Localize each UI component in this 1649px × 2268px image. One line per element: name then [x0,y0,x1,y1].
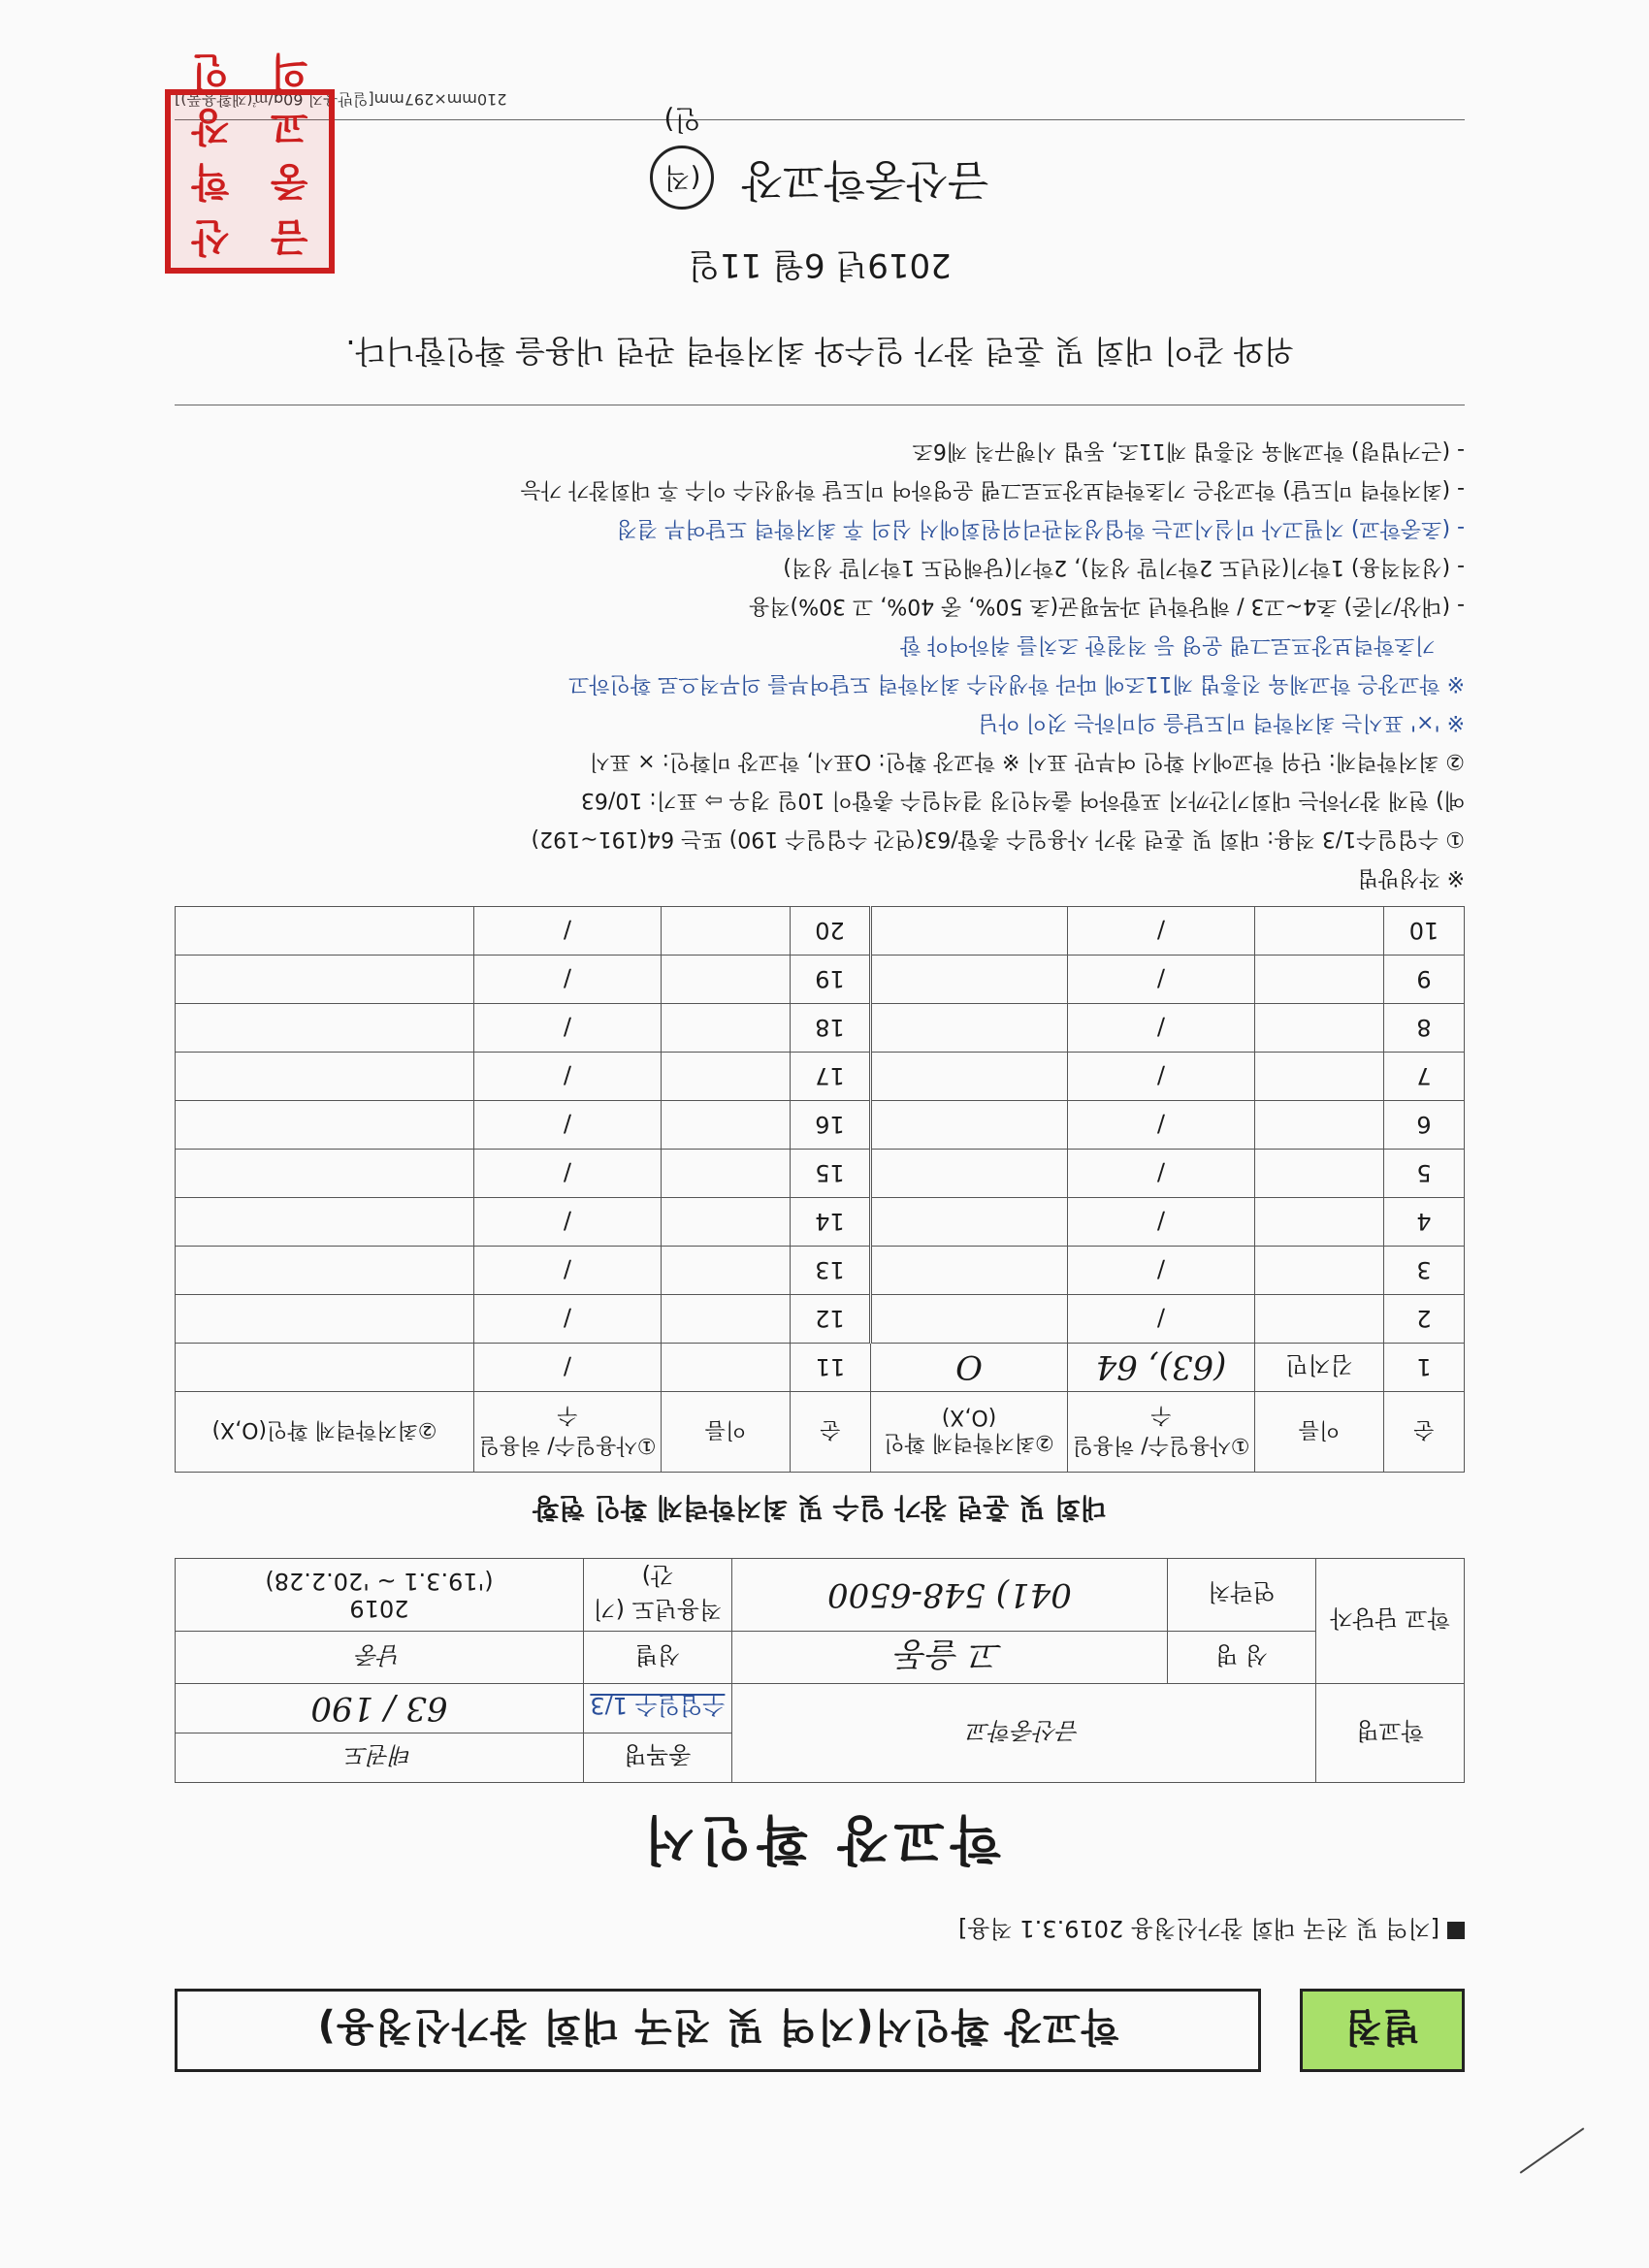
note-5: - (대상/기준) 초4~고3 / 해당학년 과목평균(초 50%, 중 40%, 고 30%)적용 [749,594,1465,618]
table-row [176,1053,1465,1101]
event-value: 태권도 [176,1733,584,1783]
confirm-statement: 위와 같이 대회 및 훈련 참가 일수와 최저학력 관련 내용을 확인합니다. [345,333,1294,370]
row-used-2: / [474,1053,662,1101]
row-used-2: / [474,1344,662,1392]
stamp-char: 장 [191,104,230,148]
row-used-2: / [474,1004,662,1053]
attendance-header-row [176,1392,1465,1473]
period-value [176,1559,584,1632]
row-used: / [1068,1101,1255,1150]
doc-header [175,1987,1465,2074]
row-check-2 [176,1295,474,1344]
row-name [1255,907,1384,956]
col-name-2: 이름 [662,1392,791,1473]
row-name-2 [662,1247,791,1295]
attendance-table [175,906,1465,1473]
school-value: 금산중학교 [731,1684,1315,1783]
row-no: 4 [1384,1198,1465,1247]
row-check-2 [176,1101,474,1150]
row-check-2 [176,1198,474,1247]
row-no: 9 [1384,956,1465,1004]
row-used: / [1068,1150,1255,1198]
contact-label: 연락처 [1168,1559,1316,1632]
footer-divider [175,119,1465,120]
row-name-2 [662,1150,791,1198]
row-used-2: / [474,1247,662,1295]
row-no: 6 [1384,1101,1465,1150]
info-table [175,1558,1465,1783]
row-no: 3 [1384,1247,1465,1295]
row-no-2: 11 [791,1344,871,1392]
col-name: 이름 [1255,1392,1384,1473]
row-no-2: 15 [791,1150,871,1198]
row-name [1255,1004,1384,1053]
row-name-2 [662,1101,791,1150]
main-title: 학교장 확인서 [638,1809,1001,1870]
row-name [1255,1247,1384,1295]
row-name-2 [662,1198,791,1247]
note-3: ※ '×' 표시는 최저학력 미도달을 의미하는 것이 아님 [978,710,1465,734]
manager-label: 학교 담당자 [1316,1559,1465,1684]
col-no: 순 [1384,1392,1465,1473]
table-row [176,1004,1465,1053]
row-used: / [1068,1295,1255,1344]
ratio-value: 63 / 190 [176,1684,584,1733]
stamp-char: 인 [191,49,230,93]
row-used-2: / [474,1150,662,1198]
apply-note [175,1914,1465,1948]
table-row [176,1295,1465,1344]
row-name-2 [662,907,791,956]
attendance-title: 대회 및 훈련 참가 일수 및 최저학력제 확인 현황 [533,1492,1107,1524]
row-used-2: / [474,907,662,956]
row-check [871,1101,1068,1150]
issue-date: 2019년 6월 11일 [688,245,952,284]
row-no-2: 18 [791,1004,871,1053]
note-4: ※ 학교장은 학교체육 진흥법 제11조에 따라 학생선수 최저학력 도달여부를 의무적으로 확인하고 [568,671,1465,696]
table-row [176,956,1465,1004]
row-used: / [1068,907,1255,956]
row-check [871,956,1068,1004]
row-used: / [1068,1198,1255,1247]
contact-value: 041) 548-6500 [731,1559,1167,1632]
row-no-2: 12 [791,1295,871,1344]
stamp-char: 의 [270,49,308,93]
period-label: 적용년도 (기간) [583,1559,731,1632]
name-value: 고 을동 [731,1632,1167,1684]
row-check [871,1247,1068,1295]
row-name-2 [662,1004,791,1053]
row-used: / [1068,1247,1255,1295]
col-no-2: 순 [791,1392,871,1473]
row-used-2: / [474,1198,662,1247]
col-check-2: ②최저학력제 확인(O,X) [176,1392,474,1473]
table-row [176,907,1465,956]
stamp-char: 학 [191,159,230,204]
row-used: / [1068,956,1255,1004]
note-6: - (성적적용) 1학기(전년도 2학기말 성적), 2학기(당해연도 1학기말 성적) [783,555,1465,579]
row-check [871,1150,1068,1198]
row-check-2 [176,1004,474,1053]
row-used-2: / [474,956,662,1004]
row-check [871,907,1068,956]
row-name [1255,1198,1384,1247]
row-check-2 [176,1053,474,1101]
doc-title: 학교장 확인서(지역 및 전국 대회 참가신청용) [175,1989,1261,2072]
pen-mark [1520,2127,1585,2174]
row-check-2 [176,1247,474,1295]
stamp-char: 중 [270,159,308,204]
period-year: 2019 [349,1595,409,1622]
row-used: / [1068,1004,1255,1053]
row-used: / [1068,1053,1255,1101]
row-check: O [871,1344,1068,1392]
gender-value: 남중 [176,1632,584,1684]
table-row [176,1247,1465,1295]
stamp-char: 금 [270,214,308,259]
square-bullet-icon [1447,1923,1465,1940]
row-check [871,1053,1068,1101]
row-no: 2 [1384,1295,1465,1344]
stamp-char: 교 [270,104,308,148]
row-no-2: 13 [791,1247,871,1295]
row-check [871,1004,1068,1053]
note-8: - (최저학력 미도달) 학교장은 기초학력보장프로그램 운영하여 미도달 학생선수 이수 후 대회참가 가능 [520,477,1465,502]
row-check-2 [176,956,474,1004]
row-no-2: 14 [791,1198,871,1247]
name-label: 성 명 [1168,1632,1316,1684]
note-1: ① 수업일수1/3 적용: 대회 및 훈련 참가 사용일수 총합/63(연간 수업일수 190) 또는 64(191~192) [531,826,1465,851]
notes [175,431,1465,896]
row-name [1255,1295,1384,1344]
row-name: 김지민 [1255,1344,1384,1392]
row-name-2 [662,1344,791,1392]
ratio-label: 수업일수 1/3 [583,1684,731,1733]
row-name [1255,1101,1384,1150]
attachment-tag: 별첨 [1300,1989,1465,2072]
period-range: ('19.3.1 ~ '20.2.28) [265,1568,494,1595]
row-check [871,1295,1068,1344]
row-used-2: / [474,1101,662,1150]
row-used: (63), 64 [1068,1344,1255,1392]
school-label: 학교명 [1316,1684,1465,1783]
event-label: 종목명 [583,1733,731,1783]
note-1b: 예) 현재 참가하는 대회기간까지 포함하여 출석인정 결석일수 총합이 10일 경우 ⇨ 표기: 10/63 [580,788,1465,812]
row-used-2: / [474,1295,662,1344]
official-stamp [165,49,335,274]
principal-title: 금산중학교장 [741,155,989,205]
table-row [176,1150,1465,1198]
row-name-2 [662,1295,791,1344]
row-check-2 [176,907,474,956]
col-used: ①사용일수/ 허용일수 [1068,1392,1255,1473]
row-name [1255,1150,1384,1198]
row-no-2: 17 [791,1053,871,1101]
row-no: 1 [1384,1344,1465,1392]
col-used-2: ①사용일수/ 허용일수 [474,1392,662,1473]
row-check-2 [176,1150,474,1198]
note-9: - (근거법령) 학교체육 진흥법 제11조, 동법 시행규칙 제6조 [912,438,1465,463]
notes-heading: ※ 작성방법 [1357,865,1465,890]
row-no-2: 16 [791,1101,871,1150]
table-row [176,1344,1465,1392]
row-no-2: 19 [791,956,871,1004]
row-name [1255,956,1384,1004]
table-row [176,1101,1465,1150]
apply-note-text: [지역 및 전국 대회 참가신청용 2019.3.1 적용] [958,1915,1439,1942]
note-2: ② 최저학력제: 단위 학교에서 확인 여부만 표시 ※ 학교장 확인: O표시, 학교장 미확인: × 표시 [589,749,1465,773]
gender-label: 성별 [583,1632,731,1684]
row-no: 5 [1384,1150,1465,1198]
row-name-2 [662,956,791,1004]
row-no: 8 [1384,1004,1465,1053]
row-name [1255,1053,1384,1101]
row-check-2 [176,1344,474,1392]
row-check [871,1198,1068,1247]
row-no-2: 20 [791,907,871,956]
note-4b: 기초학력보장프로그램 운영 등 적절한 조치를 취하여야 함 [899,632,1436,657]
row-name-2 [662,1053,791,1101]
seal-mark: (직인) [650,146,714,210]
table-row [176,1198,1465,1247]
row-no: 10 [1384,907,1465,956]
note-7: - (초중학교) 지필고사 미실시교는 학업성적관리위원회에서 심의 후 최저학력 도달여부 결정 [616,516,1465,540]
stamp-char: 산 [191,214,230,259]
footer: 210mm×297mm[일반용지 60g/㎡(재활용품)] [175,90,507,109]
row-no: 7 [1384,1053,1465,1101]
col-check: ②최저학력제 확인(O,X) [871,1392,1068,1473]
